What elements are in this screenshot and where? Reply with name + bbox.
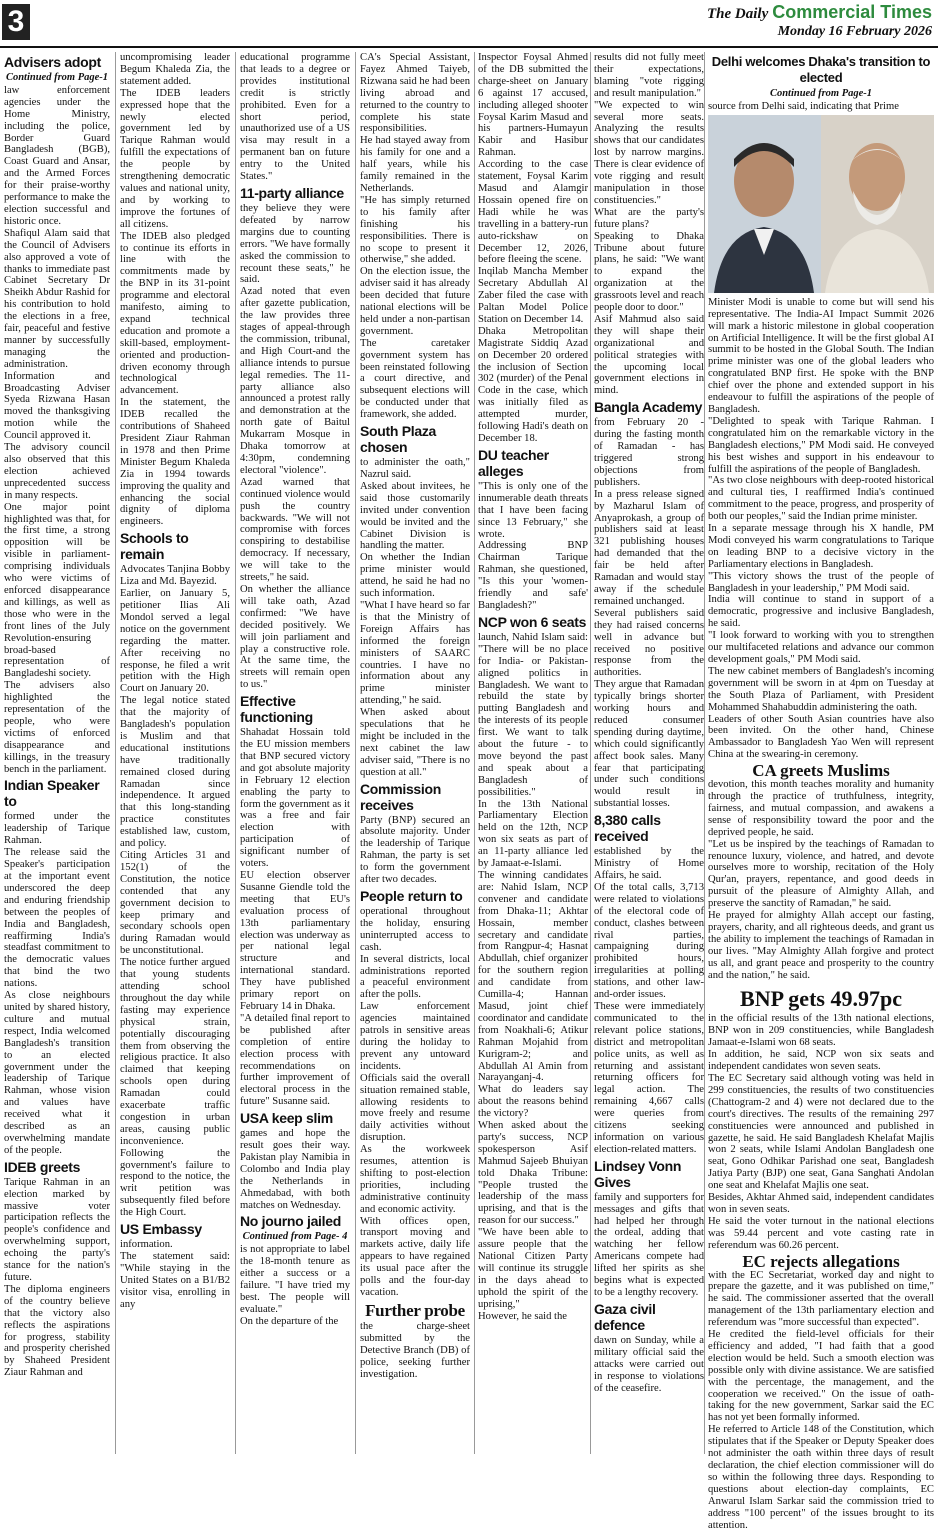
paragraph: dawn on Sunday, while a military official said the attacks were carried out in response to violations of the ceasefire.	[594, 1334, 704, 1394]
paragraph: The EC Secretary said although voting was held in 299 constituencies, the results of two constituencies (Chattogram-2 and 4) were not declared due to the court's directives. The results of the remaining 297 constituencies were announced and published in gazette, he said. He said Bangladesh Khelafat Majlis won 2 seats, while Islami Andolan Bangladesh one seat, Gono Odhikar Parishad one seat, Bangladesh Jatiya Party (BJP) one seat, Gana Sanghati Andolan one seat and Khelafat Majlis one seat.	[708, 1073, 934, 1192]
paragraph: information.	[120, 1239, 173, 1251]
paragraph: Officials said the overall situation remained stable, allowing residents to move freely and resume daily activities without disruption.	[360, 1072, 470, 1144]
headline-further-probe: Further probe	[365, 1300, 465, 1320]
paragraph: "I look forward to working with you to strengthen our multifaceted relations and advance our common development goals," PM Modi said.	[708, 630, 934, 665]
paragraph: According to the case statement, Foysal Karim Masud and Alamgir Hossain opened fire on Hadi while he was travelling in a battery-run auto-rickshaw on December 12, 2026, before fleeing the scene.	[478, 159, 588, 266]
paragraph: "We have been able to assure people that the National Citizen Party will continue its struggle in the days ahead to uphold the spirit of the uprising,"	[478, 1227, 588, 1310]
paragraph: Shafiqul Alam said that the Council of Advisers also approved a vote of thanks to immediate past Cabinet Secretary Dr Sheikh Abdur Rashid for his contribution to hold the elections in a free, fair, peaceful and festive manner by successfully managing the administration.	[4, 227, 110, 370]
paragraph: educational programme that leads to a degree or provides institutional credit is strictly prohibited. Even for a short period, unauthorized use of a US visa may result in a permanent ban on future entry to the United States."	[240, 52, 350, 183]
paragraph: "We expected to win several more seats. Analyzing the results shows that our candidates lost by narrow margins. There is clear evidence of vote rigging and result manipulation in those constituencies."	[594, 99, 704, 206]
paragraph: games and hope the result goes their way. Pakistan play Namibia in Colombo and India play the Netherlands in Ahmedabad, with both matches on Wednesday.	[240, 1128, 350, 1211]
paragraph: On whether the Indian prime minister would attend, he said he had no such information.	[360, 552, 470, 600]
paragraph: Asked about invitees, he said those customarily invited under convention would be invited and the Cabinet Division is handling the matter.	[360, 480, 470, 552]
paragraph: However, he said the	[478, 1310, 568, 1322]
paragraph: India will continue to stand in support of a democratic, progressive and inclusive Bangladesh, he said.	[708, 594, 934, 630]
paragraph: Addressing BNP Chairman Tarique Rahman, she questioned, "Is this your 'women-friendly and safe' Bangladesh?"	[478, 540, 588, 611]
page-header	[0, 0, 938, 48]
column-1	[4, 52, 110, 1454]
paragraph: "A detailed final report to be published after completion of entire election process with recommendations on further improvement of electoral process in the future" Susanne said.	[240, 1012, 350, 1108]
paragraph: In the 13th National Parliamentary Election held on the 12th, NCP won six seats as part of an 11-party alliance led by Jamaat-e-Islami.	[478, 798, 588, 870]
paragraph: Information and Broadcasting Adviser Syeda Rizwana Hasan moved the thanksgiving motion while the Council approved it.	[4, 370, 110, 442]
paragraph: Dhaka Metropolitan Magistrate Siddiq Azad on December 20 ordered the inclusion of Section 302 (murder) of the Penal Code in the case, which was initially filed as attempted murder, following Hadi's death on December 18.	[478, 325, 588, 444]
paragraph: established by the Ministry of Home Affairs, he said.	[594, 846, 704, 881]
headline-ec-rejects: EC rejects allegations	[742, 1251, 900, 1271]
paragraph: Speaking to Dhaka Tribune about future plans, he said: "We want to expand the organization at the grassroots level and reach people door to door."	[594, 230, 704, 314]
paragraph: One major point highlighted was that, for the first time, a strong opposition will be visible in parliament-comprising individuals who were victims of enforced disappearance and killings, as well as those who were in the front lines of the July Revolution-ensuring broad-based representation of Bangladeshi society.	[4, 501, 110, 680]
headline-south-plaza-chosen: South Plaza chosen	[360, 423, 437, 456]
paragraph: When asked about speculations that he might be included in the next cabinet the law adviser said, "There is no question at all."	[360, 707, 470, 778]
paragraph: The caretaker government system has been reinstated following a court directive, and subsequent elections will be conducted under that framework, she added.	[360, 337, 470, 421]
column-3	[240, 52, 350, 1454]
paragraph: On whether the alliance will take oath, Azad confirmed: "We have decided positively. We will join parliament and play a constructive role. At the same time, the streets will remain open to us."	[240, 583, 350, 691]
headline-ncp-won-6-seats: NCP won 6 seats	[478, 613, 587, 630]
paragraph: "Let us be inspired by the teachings of Ramadan to renounce luxury, violence, and hatred, and devote ourselves more to worship, recitation of the Holy Qur'an, prayers, repentance, and good deeds in pursuit of the pleasure of Almighty Allah, and preserve the sanctity of Ramadan," he said.	[708, 838, 934, 910]
headline-no-journo-jailed: No journo jailed	[240, 1213, 341, 1230]
masthead-name: Commercial Times	[772, 2, 932, 22]
paragraph: Advocates Tanjina Bobby Liza and Md. Bayezid.	[120, 564, 230, 588]
headline-11-party-alliance: 11-party alliance	[240, 184, 344, 201]
paragraph: Leaders of other South Asian countries have also been invited. On the other hand, Chinese Ambassador to Bangladesh Yao Wen will represent China at the swearing-in ceremony.	[708, 713, 934, 761]
continued-note: Continued from Page-1	[769, 88, 873, 99]
paragraph: Besides, Akhtar Ahmed said, independent candidates won in seven seats.	[708, 1192, 934, 1215]
paragraph: In the statement, the IDEB recalled the contributions of Shaheed President Ziaur Rahman in 1978 and then Prime Minister Begum Khaleda Zia in 1994 towards improving the quality and enhancing the social dignity of diploma engineers.	[120, 397, 230, 528]
paragraph: He had stayed away from his family for one and a half years, while his family remained in the Netherlands.	[360, 135, 470, 194]
headline-advisers-adopt: Advisers adopt	[4, 54, 101, 70]
paragraph: Law enforcement agencies maintained patrols in sensitive areas during the holiday to prevent any untoward incidents.	[360, 1001, 470, 1072]
paragraph: "As two close neighbours with deep-rooted historical and cultural ties, I reaffirmed India's continued commitment to the peace, progress, and prosperity of both our peoples," said the Indian prime minister.	[708, 475, 934, 523]
paragraph: On the departure of the	[240, 1315, 339, 1327]
headline-indian-speaker: Indian Speaker to	[4, 777, 100, 810]
paragraph: Earlier, on January 5, petitioner Ilias Ali Mondol served a legal notice on the government regarding the matter. After receiving no response, he filed a writ petition with the High Court on January 20.	[120, 588, 230, 695]
paragraph: in the official results of the 13th national elections, BNP won in 209 constituencies, while Bangladesh Jamaat-e-Islami won 68 seats.	[708, 1013, 934, 1049]
headline-lindsey-vonn: Lindsey Vonn Gives	[594, 1157, 682, 1190]
headline-effective-functioning: Effective functioning	[240, 693, 313, 726]
paragraph: Of the total calls, 3,713 were related to violations of the electoral code of conduct, clashes between rival parties, campaigning during prohibited hours, irregularities at polling stations, and other law-and-order issues.	[594, 881, 704, 1001]
paragraph: Shahadat Hossain told the EU mission members that BNP secured victory and got absolute majority in February 12 election enabling the party to form the government as it was a free and fair election with participation of significant number of voters.	[240, 727, 350, 870]
paragraph: What do leaders say about the reasons behind the victory?	[478, 1084, 588, 1120]
leaders-photo	[708, 115, 934, 293]
paragraph: In a separate message through his X handle, PM Modi conveyed his warm congratulations to Tarique on leading BNP to a decisive victory in the Parliamentary elections in Bangladesh.	[708, 523, 934, 570]
paragraph: Tarique Rahman in an election marked by massive voter participation reflects the people's confidence and overwhelming support, echoing the party's stance for the nation's future.	[4, 1176, 110, 1283]
paragraph: On the election issue, the adviser said it has already been decided that future national elections will be held under a non-partisan government.	[360, 266, 470, 337]
paragraph: What are the party's future plans?	[594, 206, 704, 230]
headline-du-teacher-alleges: DU teacher alleges	[478, 446, 549, 479]
headline-us-embassy: US Embassy	[120, 1221, 202, 1238]
paragraph: In several districts, local administrations reported a peaceful environment after the polls.	[360, 953, 470, 1001]
paragraph: operational throughout the holiday, ensuring uninterrupted access to cash.	[360, 906, 470, 953]
continued-note: Continued from Page-1	[5, 72, 109, 83]
headline-bangla-academy: Bangla Academy	[594, 399, 703, 416]
paragraph: In a press release signed by Mazharul Islam of Anyaprokash, a group of publishers said at least 321 publishing houses had demanded that the fair be held after Ramadan and would stay away if the schedule remained unchanged.	[594, 488, 704, 607]
paragraph: The legal notice stated that the majority of Bangladesh's population is Muslim and that educational institutions have traditionally remained closed during Ramadan since independence. It argued that this long-standing practice constitutes established law, custom, and policy.	[120, 695, 230, 850]
paragraph: the charge-sheet submitted by the Detective Branch (DB) of police, seeking further investigation.	[360, 1320, 470, 1380]
headline-ca-greets-muslims: CA greets Muslims	[752, 761, 890, 781]
article-columns	[4, 52, 934, 1531]
headline-people-return: People return to	[360, 888, 463, 904]
column-5	[478, 52, 588, 1454]
paragraph: "Delighted to speak with Tarique Rahman. I congratulated him on the remarkable victory in the Bangladesh elections," PM Modi said. He conveyed his best wishes and support in his endeavour to fulfill the aspirations of the people of Bangladesh.	[708, 415, 934, 475]
paragraph: The notice further argued that young students attending school throughout the day while fasting may experience physical strain, potentially discouraging them from observing the religious practice. It also claimed that keeping schools open during Ramadan could exacerbate traffic congestion in urban areas, causing public inconvenience.	[120, 957, 230, 1147]
paragraph: He prayed for almighty Allah accept our fasting, prayers, charity, and all righteous deeds, and grant us the ability to implement the teachings of Ramadan in our lives. "May Almighty Allah forgive and protect us all, and grant peace and prosperity to the country and the nation," he said.	[708, 910, 934, 981]
paragraph: devotion, this month teaches morality and humanity through the practice of truthfulness, integrity, fairness, and mutual compassion, and awakens a sense of responsibility toward the poor and the deprived people, he said.	[708, 779, 934, 838]
paragraph: The statement said: "While staying in the United States on a B1/B2 visitor visa, enrolling in any	[120, 1251, 230, 1310]
paragraph: Asif Mahmud also said they will shape their organizational and political strategies with the upcoming local government elections in mind.	[594, 313, 704, 397]
column-6	[594, 52, 704, 1454]
paragraph: These were immediately communicated to the relevant police stations, district and metropolitan police units, as well as returning and assistant returning officers for legal action. The remaining 4,667 calls were queries from citizens seeking information on various election-related matters.	[594, 1000, 704, 1155]
paragraph: Minister Modi is unable to come but will send his representative. The India-AI Impact Summit 2026 will mark a historic milestone in global cooperation on Artificial Intelligence. It will be the first global AI summit to be hosted in the Global South. The Indian prime minister was one of the global leaders who congratulated BNP first. He spoke with the BNP chief over the phone and extended support in his endeavour to fulfill the aspirations of the people of Bangladesh.	[708, 296, 934, 415]
paragraph: When asked about the party's success, NCP spokesperson Asif Mahmud Sajeeb Bhuiyan told Dhaka Tribune: "People trusted the leadership of the mass uprising, and that is the reason for our success."	[478, 1120, 588, 1227]
paragraph: The IDEB also pledged to continue its efforts in line with the commitments made by the BNP in its 31-point programme and electoral manifesto, aiming to expand technical education and promote a skill-based, employment-oriented and production-driven economy through technological advancement.	[120, 230, 230, 397]
paragraph: launch, Nahid Islam said: "There will be no place for India- or Pakistan-aligned politics in Bangladesh. We want to rebuild the state by putting Bangladesh and the interests of its people first. We want to talk about the future - to move beyond the past and speak about a Bangladesh of possibilities."	[478, 631, 588, 798]
masthead	[707, 2, 932, 40]
paragraph: Azad noted that even after gazette publication, the law provides three stages of appeal-through the commission, tribunal, and High Court-and the alliance intends to pursue legal remedies. The 11-party alliance also announced a protest rally and demonstration at the north gate of Baitul Mukarram Mosque in Dhaka tomorrow at 4:30pm, condemning electoral "violence".	[240, 286, 350, 476]
paragraph: As close neighbours united by shared history, culture and mutual respect, India welcomed Bangladesh's transition to an elected government under the leadership of Tarique Rahman, whose vision and values have received what it described as an overwhelming mandate of the people.	[4, 990, 110, 1156]
paragraph: Several publishers said they had raised concerns well in advance but received no positive response from the authorities.	[594, 607, 704, 679]
paragraph: The advisers also highlighted the representation of the people, who were victims of enforced disappearance and killings, in the treasury bench in the parliament.	[4, 680, 110, 775]
headline-bnp-gets: BNP gets 49.97pc	[740, 986, 902, 1012]
paragraph: Inspector Foysal Ahmed of the DB submitted the charge-sheet on January 6 against 17 accused, including alleged shooter Foysal Karim Masud and his partners-Humayun Kabir and Hasibur Rahman.	[478, 52, 588, 159]
paragraph: uncompromising leader Begum Khaleda Zia, the statement added.	[120, 52, 230, 87]
headline-schools-to-remain: Schools to remain	[120, 530, 189, 563]
paragraph: The advisory council also observed that this election achieved unprecedented success in many respects.	[4, 442, 110, 501]
paragraph: He referred to Article 148 of the Constitution, which stipulates that if the Speaker or Deputy Speaker does not administer the oath within three days of result declaration, the chief election commissioner will do so within the following three days. Responding to questions about election-day complaints, EC Anwarul Islam Sarkar said the commission tried to address "100 percent" of the issues brought to its attention.	[708, 1424, 934, 1531]
continued-note: Continued from Page- 4	[242, 1231, 348, 1243]
paragraph: In addition, he said, NCP won six seats and independent candidates won seven seats.	[708, 1049, 934, 1073]
paragraph: they believe they were defeated by narrow margins due to counting errors. "We have formally asked the commission to recount these seats," he said.	[240, 202, 350, 286]
paragraph: with the EC Secretariat, worked day and night to prepare the gazette, and it was published on time," he said. The commissioner asserted that the overall management of the 13th parliamentary election and referendum was "more successful than expected".	[708, 1269, 934, 1329]
paragraph: is not appropriate to label the 18-month tenure as either a success or a failure. "I have tried my best. The people will evaluate."	[240, 1244, 350, 1315]
paragraph: law enforcement agencies under the Home Ministry, including the police, Border Guard Bangladesh (BGB), Coast Guard and Ansar, and the Armed Forces for their praise-worthy performance to make the election successful and historic once.	[4, 84, 110, 227]
paragraph: With offices open, transport moving and markets active, daily life appears to have regained its usual pace after the polls and the four-day vacation.	[360, 1215, 470, 1298]
column-2	[120, 52, 230, 1454]
paragraph: He said the voter turnout in the national elections was 59.44 percent and vote casting rate in referendum was 60.26 percent.	[708, 1215, 934, 1251]
paragraph: The IDEB leaders expressed hope that the newly elected government led by Tarique Rahman would fulfill the expectations of the people by strengthening democratic values and national unity, and by working to improve the fortunes of all citizens.	[120, 87, 230, 230]
paragraph: Azad warned that continued violence would push the country backwards. "We will not compromise with forces conspiring to destabilise democracy. If necessary, we will take to the streets," he said.	[240, 476, 350, 584]
paragraph: results did not fully meet their expectations, blaming "vote rigging and result manipulation."	[594, 52, 704, 99]
headline-ideb-greets: IDEB greets	[4, 1158, 81, 1175]
paragraph: The diploma engineers of the country believe that the victory also reflects the aspirations for progress, stability and prosperity cherished by Shaheed President Ziaur Rahman and	[4, 1283, 110, 1379]
masthead-daily: The Daily	[707, 6, 769, 22]
paragraph: "This victory shows the trust of the people of Bangladesh in your leadership," PM Modi said.	[708, 570, 934, 594]
headline-usa-keep-slim: USA keep slim	[240, 1110, 333, 1127]
paragraph: "He has simply returned to his family after finishing his responsibilities. There is no scope to present it otherwise," she added.	[360, 194, 470, 266]
paragraph: As the workweek resumes, attention is shifting to post-election priorities, including administrative continuity and economic activity.	[360, 1144, 470, 1215]
column-4	[360, 52, 470, 1454]
page-number: 3	[2, 4, 30, 40]
column-7	[708, 52, 934, 1531]
paragraph: Party (BNP) secured an absolute majority. Under the leadership of Tarique Rahman, the party is set to form the government after two decades.	[360, 814, 470, 886]
paragraph: formed under the leadership of Tarique Rahman.	[4, 811, 110, 847]
headline-gaza-civil-defence: Gaza civil defence	[594, 1300, 656, 1333]
headline-delhi-welcomes: Delhi welcomes Dhaka's transition to elected	[711, 54, 931, 85]
paragraph: CA's Special Assistant, Fayez Ahmed Taiyeb, Rizwana said he had been living abroad and returned to the country to complete his state responsibilities.	[360, 52, 471, 135]
paragraph: They argue that Ramadan typically brings shorter working hours and reduced consumer spending during daytime, which could significantly affect book sales. Many fear that participating under such conditions would result in substantial losses.	[594, 679, 704, 810]
paragraph: The new cabinet members of Bangladesh's incoming government will be sworn in at 4pm on Tuesday at the South Plaza of Parliament, with President Mohammed Shahabuddin administering the oath.	[708, 665, 934, 713]
headline-commission-receives: Commission receives	[360, 780, 442, 813]
paragraph: Citing Articles 31 and 152(1) of the Constitution, the notice contended that any government decision to keep primary and secondary schools open during Ramadan would be unconstitutional.	[120, 850, 230, 957]
paragraph: "What I have heard so far is that the Ministry of Foreign Affairs has informed the foreign ministers of SAARC countries. I have no information about any prime minister attending," he said.	[360, 599, 470, 707]
paragraph: to administer the oath," Nazrul said.	[360, 457, 470, 480]
issue-date: Monday 16 February 2026	[777, 24, 932, 39]
paragraph: from February 20 - during the fasting month of Ramadan - has triggered strong objections from publishers.	[594, 417, 704, 488]
paragraph: family and supporters for messages and gifts that had helped her through the ordeal, adding that watching her fellow Americans compete had lifted her spirits as she begins what is expected to be a lengthy recovery.	[594, 1191, 704, 1298]
paragraph: Following the government's failure to respond to the notice, the writ petition was subsequently filed before the High Court.	[120, 1147, 230, 1219]
paragraph: "This is only one of the innumerable death threats that I have been facing since 13 February," she wrote.	[478, 480, 588, 540]
paragraph: The release said the Speaker's participation at the important event underscored the deep and enduring friendship between the peoples of India and Bangladesh, reaffirming India's steadfast commitment to the democratic values that bind the two nations.	[4, 847, 110, 990]
paragraph: source from Delhi said, indicating that Prime	[708, 100, 899, 112]
paragraph: Inqilab Mancha Member Secretary Abdullah Al Zaber filed the case with Paltan Model Police Station on December 14.	[478, 266, 588, 325]
paragraph: EU election observer Susanne Giendle told the meeting that EU's evaluation process of 13th parliamentary election was underway as per national legal structure and international standard. They have published primary report on February 14 in Dhaka.	[240, 870, 350, 1012]
portrait-left	[708, 115, 821, 293]
headline-8380-calls: 8,380 calls received	[594, 812, 661, 845]
portrait-right	[821, 115, 934, 293]
paragraph: He credited the field-level officials for their efficiency and added, "I had faith that a good election would be held. Such a smooth election was possible only with divine assistance. We are satisfied with the percentage, the management, and the cooperation we received." On the issue of oath-taking for the new government, Sarkar said the EC has not yet been formally informed.	[708, 1329, 934, 1424]
paragraph: The winning candidates are: Nahid Islam, NCP convener and candidate from Dhaka-11; Akhtar Hossain, member secretary and candidate from Rangpur-4; Hasnat Abdullah, chief organizer for the southern region and candidate from Cumilla-4; Hannan Masud, joint chief coordinator and candidate from Noakhali-6; Atikur Rahman Mojahid from Kurigram-2; and Abdullah Al Amin from Narayanganj-4.	[478, 870, 589, 1084]
